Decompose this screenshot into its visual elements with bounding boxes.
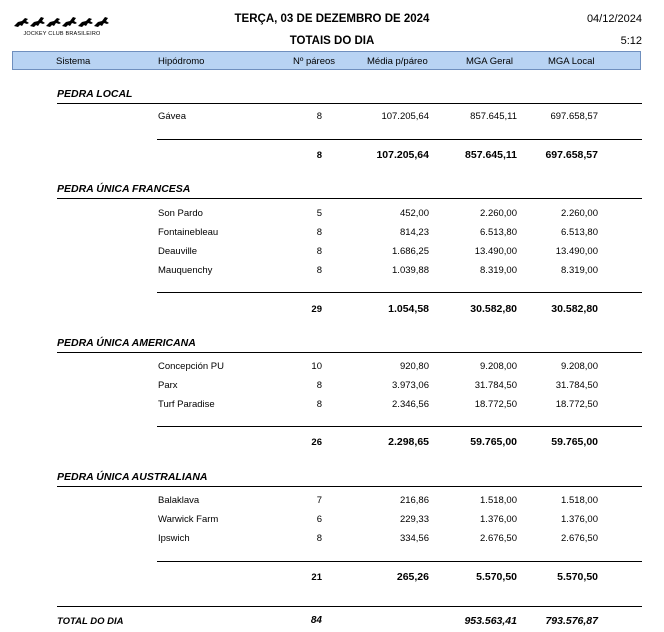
mga-geral-value: 6.513,80 xyxy=(480,227,517,238)
divider xyxy=(157,561,642,562)
table-row xyxy=(0,380,664,394)
report-subtitle: TOTAIS DO DIA xyxy=(289,35,375,47)
subtotal-mga-local: 59.765,00 xyxy=(551,436,598,448)
subtotal-pareos: 21 xyxy=(311,572,322,583)
hipodromo-name: Parx xyxy=(158,380,178,391)
pareos-value: 10 xyxy=(311,361,322,372)
print-date: 04/12/2024 xyxy=(586,13,642,25)
table-row xyxy=(0,514,664,528)
divider xyxy=(157,426,642,427)
subtotal-pareos: 26 xyxy=(311,437,322,448)
mga-geral-value: 2.676,50 xyxy=(480,533,517,544)
media-value: 814,23 xyxy=(399,227,429,238)
mga-geral-value: 9.208,00 xyxy=(480,361,517,372)
divider xyxy=(157,292,642,293)
hipodromo-name: Ipswich xyxy=(158,533,190,544)
hipodromo-name: Balaklava xyxy=(158,495,200,506)
pareos-value: 8 xyxy=(316,533,322,544)
mga-geral-value: 1.376,00 xyxy=(480,514,517,525)
subtotal-media: 1.054,58 xyxy=(388,303,429,315)
mga-local-value: 1.518,00 xyxy=(561,495,598,506)
total-mga-local: 793.576,87 xyxy=(545,615,598,627)
mga-geral-value: 13.490,00 xyxy=(474,246,517,257)
table-row xyxy=(0,265,664,279)
pareos-value: 8 xyxy=(316,380,322,391)
table-row xyxy=(0,227,664,241)
total-label: TOTAL DO DIA xyxy=(57,616,124,627)
hipodromo-name: Fontainebleau xyxy=(158,227,219,238)
pareos-value: 8 xyxy=(316,246,322,257)
report-date-title: TERÇA, 03 DE DEZEMBRO DE 2024 xyxy=(234,13,430,25)
table-row xyxy=(0,533,664,547)
column-header-bar xyxy=(12,51,641,70)
mga-geral-value: 2.260,00 xyxy=(480,208,517,219)
subtotal-mga-local: 30.582,80 xyxy=(551,303,598,315)
media-value: 334,56 xyxy=(399,533,429,544)
hipodromo-name: Deauville xyxy=(158,246,198,257)
pareos-value: 8 xyxy=(316,227,322,238)
column-mga-local: MGA Local xyxy=(548,56,595,67)
subtotal-mga-geral: 857.645,11 xyxy=(465,149,517,161)
subtotal-row xyxy=(0,303,664,317)
mga-local-value: 1.376,00 xyxy=(561,514,598,525)
media-value: 107.205,64 xyxy=(381,111,429,122)
media-value: 920,80 xyxy=(399,361,429,372)
mga-geral-value: 1.518,00 xyxy=(480,495,517,506)
total-mga-geral: 953.563,41 xyxy=(464,615,517,627)
mga-local-value: 697.658,57 xyxy=(550,111,598,122)
media-value: 452,00 xyxy=(399,208,429,219)
subtotal-mga-local: 5.570,50 xyxy=(557,571,598,583)
subtotal-row xyxy=(0,436,664,450)
divider xyxy=(157,139,642,140)
subtotal-row xyxy=(0,149,664,163)
subtotal-mga-local: 697.658,57 xyxy=(545,149,598,161)
section-title: PEDRA ÚNICA FRANCESA xyxy=(57,183,191,195)
subtotal-media: 265,26 xyxy=(396,571,429,583)
logo-text: JOCKEY CLUB BRASILEIRO xyxy=(23,31,101,37)
column-media: Média p/páreo xyxy=(367,56,428,67)
mga-local-value: 2.676,50 xyxy=(561,533,598,544)
table-row xyxy=(0,246,664,260)
divider xyxy=(57,606,642,607)
media-value: 216,86 xyxy=(399,495,429,506)
subtotal-row xyxy=(0,571,664,585)
pareos-value: 6 xyxy=(316,514,322,525)
column-pareos: Nº páreos xyxy=(293,56,336,67)
hipodromo-name: Turf Paradise xyxy=(158,399,215,410)
hipodromo-name: Son Pardo xyxy=(158,208,203,219)
pareos-value: 8 xyxy=(316,111,322,122)
media-value: 1.686,25 xyxy=(392,246,429,257)
table-row xyxy=(0,495,664,509)
mga-geral-value: 8.319,00 xyxy=(480,265,517,276)
hipodromo-name: Concepción PU xyxy=(158,361,225,372)
table-row xyxy=(0,111,664,125)
column-sistema: Sistema xyxy=(56,56,91,67)
section-title: PEDRA ÚNICA AMERICANA xyxy=(57,337,196,349)
table-row xyxy=(0,399,664,413)
media-value: 2.346,56 xyxy=(392,399,429,410)
subtotal-media: 107.205,64 xyxy=(376,149,429,161)
hipodromo-name: Mauquenchy xyxy=(158,265,213,276)
divider xyxy=(57,486,642,487)
table-row xyxy=(0,361,664,375)
subtotal-pareos: 8 xyxy=(316,150,322,161)
section-title: PEDRA ÚNICA AUSTRALIANA xyxy=(57,471,208,483)
mga-local-value: 18.772,50 xyxy=(555,399,598,410)
pareos-value: 8 xyxy=(316,399,322,410)
section-title: PEDRA LOCAL xyxy=(57,88,133,100)
subtotal-mga-geral: 59.765,00 xyxy=(470,436,517,448)
media-value: 3.973,06 xyxy=(392,380,429,391)
divider xyxy=(57,352,642,353)
hipodromo-name: Warwick Farm xyxy=(158,514,219,525)
mga-local-value: 9.208,00 xyxy=(561,361,598,372)
divider xyxy=(57,103,642,104)
hipodromo-name: Gávea xyxy=(158,111,186,122)
mga-geral-value: 857.645,11 xyxy=(470,111,517,122)
mga-local-value: 6.513,80 xyxy=(561,227,598,238)
mga-geral-value: 31.784,50 xyxy=(474,380,517,391)
mga-local-value: 8.319,00 xyxy=(561,265,598,276)
subtotal-pareos: 29 xyxy=(311,304,322,315)
table-row xyxy=(0,208,664,222)
mga-local-value: 13.490,00 xyxy=(555,246,598,257)
pareos-value: 8 xyxy=(316,265,322,276)
mga-local-value: 2.260,00 xyxy=(561,208,598,219)
pareos-value: 5 xyxy=(316,208,322,219)
mga-local-value: 31.784,50 xyxy=(555,380,598,391)
subtotal-mga-geral: 5.570,50 xyxy=(476,571,517,583)
media-value: 1.039,88 xyxy=(392,265,429,276)
pareos-value: 7 xyxy=(316,495,322,506)
print-time: 5:12 xyxy=(620,35,642,47)
column-mga-geral: MGA Geral xyxy=(466,56,513,67)
mga-geral-value: 18.772,50 xyxy=(474,399,517,410)
divider xyxy=(57,198,642,199)
subtotal-media: 2.298,65 xyxy=(388,436,429,448)
media-value: 229,33 xyxy=(399,514,429,525)
total-pareos: 84 xyxy=(310,615,322,626)
subtotal-mga-geral: 30.582,80 xyxy=(470,303,517,315)
column-hipodromo: Hipódromo xyxy=(158,56,205,67)
